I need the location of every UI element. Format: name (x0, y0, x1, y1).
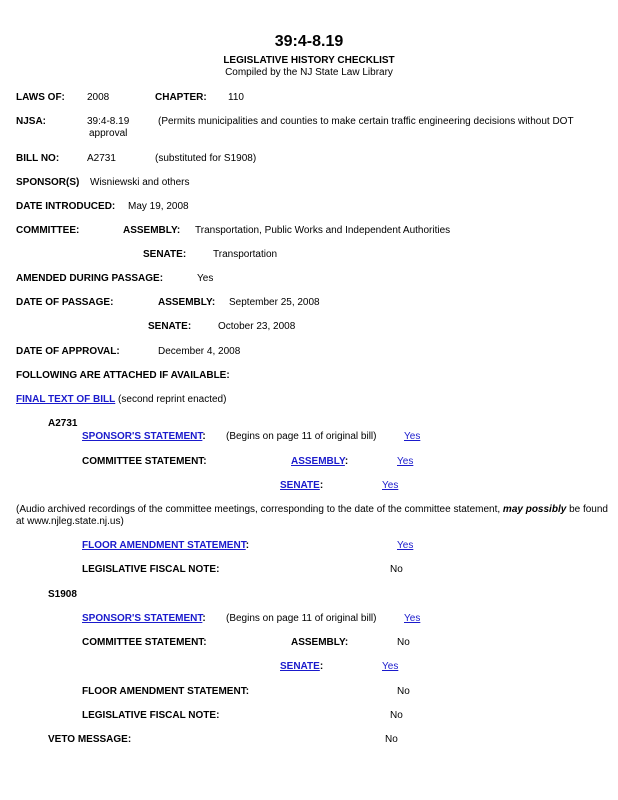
final-text-link[interactable]: FINAL TEXT OF BILL (16, 394, 116, 405)
laws-of-value: 2008 (87, 92, 110, 103)
a2731-assembly-link[interactable]: ASSEMBLY (291, 456, 345, 467)
njsa-description: (Permits municipalities and counties to make certain traffic engineering decisions without DOT (158, 116, 574, 127)
a2731-senate-row (280, 480, 323, 492)
page-title: 39:4-8.19 (274, 33, 344, 50)
passage-senate-label: SENATE: (148, 321, 192, 332)
committee-senate-value: Transportation (213, 249, 278, 260)
following-attached-label: FOLLOWING ARE ATTACHED IF AVAILABLE: (16, 370, 230, 381)
chapter-value: 110 (228, 92, 244, 103)
a2731-floor-amendment-yes-link[interactable]: Yes (397, 540, 414, 551)
a2731-floor-amendment-row (82, 540, 249, 552)
a2731-sponsor-statement-row (82, 431, 206, 443)
bill-no-note: (substituted for S1908) (155, 153, 257, 164)
s1908-floor-amendment-label: FLOOR AMENDMENT STATEMENT: (82, 686, 250, 697)
passage-assembly-value: September 25, 2008 (229, 297, 320, 308)
a2731-sponsor-note: (Begins on page 11 of original bill) (226, 431, 377, 442)
s1908-assembly-label: ASSEMBLY: (291, 637, 349, 648)
s1908-heading: S1908 (48, 589, 77, 600)
committee-assembly-label: ASSEMBLY: (123, 225, 181, 236)
s1908-sponsor-statement-row (82, 613, 206, 625)
laws-of-label: LAWS OF: (16, 92, 65, 103)
a2731-assembly-yes-link[interactable]: Yes (397, 456, 414, 467)
date-of-approval-label: DATE OF APPROVAL: (16, 346, 120, 357)
njsa-code: 39:4-8.19 (87, 116, 130, 127)
s1908-senate-link[interactable]: SENATE (280, 661, 320, 672)
s1908-sponsor-yes-link[interactable]: Yes (404, 613, 421, 624)
amended-label: AMENDED DURING PASSAGE: (16, 273, 164, 284)
njsa-description-cont: approval (89, 128, 128, 139)
a2731-fiscal-note-label: LEGISLATIVE FISCAL NOTE: (82, 564, 220, 575)
a2731-sponsor-yes-link[interactable]: Yes (404, 431, 421, 442)
audio-note-line1 (16, 504, 608, 516)
a2731-sponsor-statement-link[interactable]: SPONSOR'S STATEMENT (82, 431, 203, 442)
s1908-sponsor-statement-link[interactable]: SPONSOR'S STATEMENT (82, 613, 203, 624)
date-of-passage-label: DATE OF PASSAGE: (16, 297, 114, 308)
final-text-row (16, 394, 226, 406)
s1908-sponsor-note: (Begins on page 11 of original bill) (226, 613, 377, 624)
s1908-fiscal-note-value: No (390, 710, 403, 721)
a2731-heading: A2731 (48, 418, 78, 429)
s1908-senate-row (280, 661, 323, 673)
a2731-senate-yes-link[interactable]: Yes (382, 480, 399, 491)
amended-value: Yes (197, 273, 214, 284)
s1908-committee-statement-label: COMMITTEE STATEMENT: (82, 637, 207, 648)
date-of-approval-value: December 4, 2008 (158, 346, 241, 357)
committee-label: COMMITTEE: (16, 225, 80, 236)
audio-note-line2: at www.njleg.state.nj.us) (16, 516, 124, 527)
a2731-assembly-row (291, 456, 348, 468)
bill-no-label: BILL NO: (16, 153, 60, 164)
page-subtitle: LEGISLATIVE HISTORY CHECKLIST (223, 55, 395, 66)
audio-note-end: be found (569, 504, 608, 515)
committee-assembly-value: Transportation, Public Works and Independent Authorities (195, 225, 451, 236)
a2731-sponsor-statement-colon: : (202, 431, 206, 442)
s1908-senate-colon: : (319, 661, 324, 672)
s1908-assembly-value: No (397, 637, 410, 648)
s1908-fiscal-note-label: LEGISLATIVE FISCAL NOTE: (82, 710, 220, 721)
njsa-label: NJSA: (16, 116, 47, 127)
a2731-senate-colon: : (319, 480, 324, 491)
compiled-by: Compiled by the NJ State Law Library (225, 67, 393, 78)
final-text-note: (second reprint enacted) (118, 394, 227, 405)
committee-senate-label: SENATE: (143, 249, 187, 260)
veto-message-value: No (385, 734, 398, 745)
s1908-floor-amendment-value: No (397, 686, 410, 697)
a2731-fiscal-note-value: No (390, 564, 403, 575)
audio-note-emphasis: may possibly (502, 504, 567, 515)
veto-message-label: VETO MESSAGE: (48, 734, 132, 745)
passage-senate-value: October 23, 2008 (218, 321, 296, 332)
audio-note-text: (Audio archived recordings of the committee meetings, corresponding to the date of the committee statement, (16, 504, 501, 515)
a2731-floor-amendment-colon: : (245, 540, 250, 551)
sponsors-value: Wisniewski and others (90, 177, 190, 188)
a2731-senate-link[interactable]: SENATE (280, 480, 320, 491)
sponsors-label: SPONSOR(S) (16, 177, 80, 188)
bill-no-value: A2731 (87, 153, 116, 164)
a2731-floor-amendment-link[interactable]: FLOOR AMENDMENT STATEMENT (82, 540, 246, 551)
date-introduced-value: May 19, 2008 (128, 201, 189, 212)
a2731-committee-statement-label: COMMITTEE STATEMENT: (82, 456, 207, 467)
date-introduced-label: DATE INTRODUCED: (16, 201, 116, 212)
s1908-sponsor-statement-colon: : (202, 613, 206, 624)
a2731-assembly-colon: : (344, 456, 349, 467)
s1908-senate-yes-link[interactable]: Yes (382, 661, 399, 672)
chapter-label: CHAPTER: (155, 92, 207, 103)
passage-assembly-label: ASSEMBLY: (158, 297, 216, 308)
